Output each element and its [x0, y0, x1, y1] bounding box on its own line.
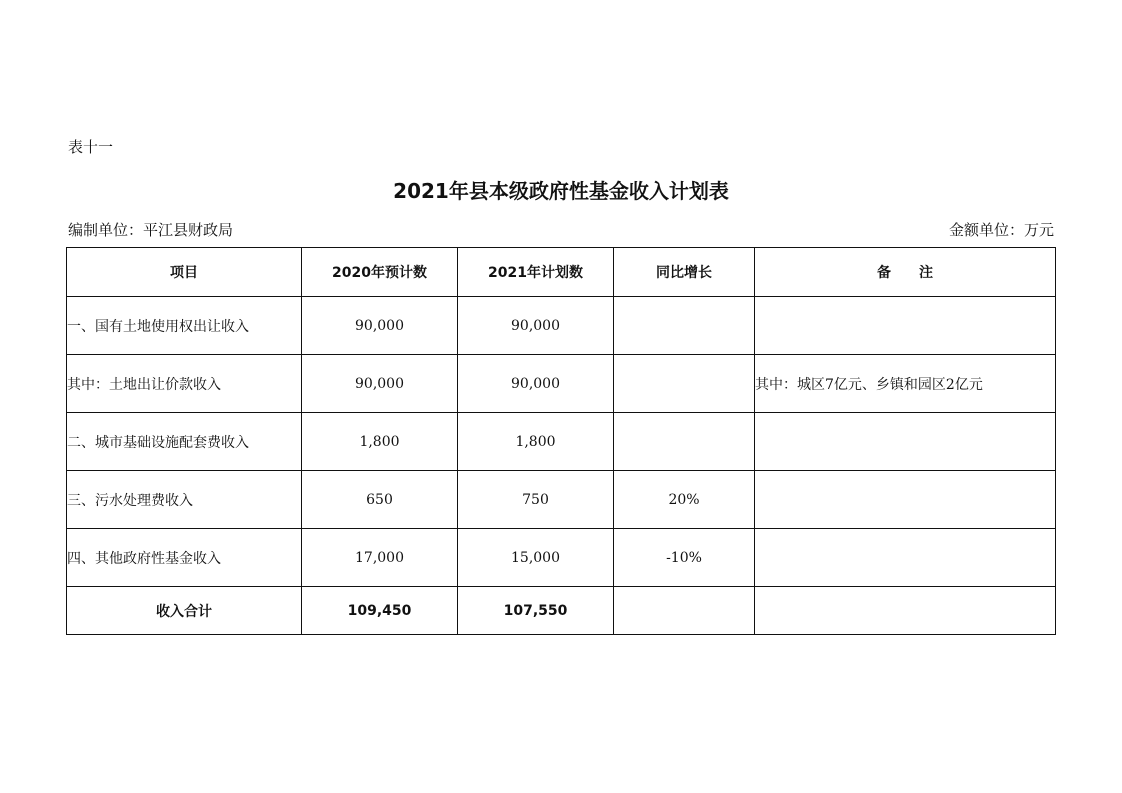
row-growth [614, 297, 755, 355]
header-2020-estimate: 2020年预计数 [302, 248, 458, 297]
row-2021-value: 750 [458, 471, 614, 529]
row-note [755, 297, 1056, 355]
table-row [67, 413, 1056, 471]
row-item: 四、其他政府性基金收入 [67, 529, 302, 587]
total-growth [614, 587, 755, 635]
row-note [755, 413, 1056, 471]
total-2021-value: 107,550 [458, 587, 614, 635]
total-2020-value: 109,450 [302, 587, 458, 635]
row-2020-value: 1,800 [302, 413, 458, 471]
row-item: 二、城市基础设施配套费收入 [67, 413, 302, 471]
row-2020-value: 650 [302, 471, 458, 529]
amount-unit: 金额单位：万元 [948, 221, 1054, 239]
row-item: 一、国有土地使用权出让收入 [67, 297, 302, 355]
table-row [67, 529, 1056, 587]
table-row [67, 471, 1056, 529]
row-2021-value: 1,800 [458, 413, 614, 471]
row-2021-value: 90,000 [458, 355, 614, 413]
row-item: 三、污水处理费收入 [67, 471, 302, 529]
row-growth: -10% [614, 529, 755, 587]
table-row [67, 297, 1056, 355]
header-remarks: 备 注 [755, 248, 1056, 297]
row-note [755, 471, 1056, 529]
row-2021-value: 15,000 [458, 529, 614, 587]
total-row [67, 587, 1056, 635]
row-2020-value: 17,000 [302, 529, 458, 587]
compiling-unit: 编制单位：平江县财政局 [68, 221, 234, 239]
row-2020-value: 90,000 [302, 297, 458, 355]
header-2021-plan: 2021年计划数 [458, 248, 614, 297]
row-2020-value: 90,000 [302, 355, 458, 413]
row-note [755, 529, 1056, 587]
row-note: 其中：城区7亿元、乡镇和园区2亿元 [755, 355, 1056, 413]
row-growth [614, 355, 755, 413]
table-number-label: 表十一 [68, 138, 114, 156]
header-item: 项目 [67, 248, 302, 297]
table-header-row [67, 248, 1056, 297]
header-yoy-growth: 同比增长 [614, 248, 755, 297]
row-growth: 20% [614, 471, 755, 529]
total-note [755, 587, 1056, 635]
total-label: 收入合计 [67, 587, 302, 635]
row-2021-value: 90,000 [458, 297, 614, 355]
fund-revenue-table [66, 247, 1056, 635]
row-item: 其中：土地出让价款收入 [67, 355, 302, 413]
page-title: 2021年县本级政府性基金收入计划表 [393, 179, 729, 203]
table-row [67, 355, 1056, 413]
row-growth [614, 413, 755, 471]
